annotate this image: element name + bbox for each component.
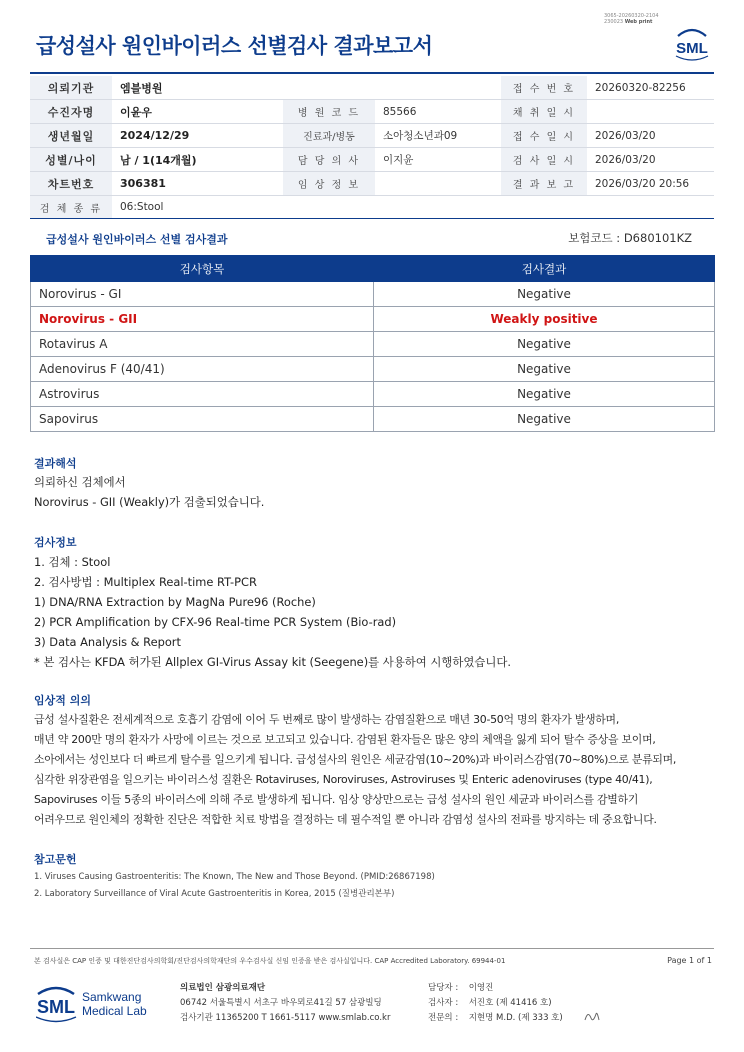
staff-info xyxy=(428,981,563,1026)
info-row xyxy=(30,124,714,148)
test-result: Weakly positive xyxy=(374,307,715,332)
clinical-line: 매년 약 200만 명의 환자가 사망에 이르는 것으로 보고되고 있습니다. 감염된 환자들은 많은 양의 체액을 잃게 되어 탈수 증상을 보이며, xyxy=(34,733,656,746)
table-row xyxy=(31,282,715,307)
info-value: 남 / 1(14개월) xyxy=(112,148,283,172)
info-value: 소아청소년과09 xyxy=(375,124,501,148)
staff-name: 지현명 M.D. (제 333 호) xyxy=(468,1013,563,1023)
info-label: 검 사 일 시 xyxy=(501,148,587,172)
test-result: Negative xyxy=(374,407,715,432)
column-header-result: 검사결과 xyxy=(374,256,715,282)
sml-logo-top xyxy=(672,26,712,62)
staff-name: 이영진 xyxy=(468,983,494,993)
info-row xyxy=(30,148,714,172)
info-value: 이지윤 xyxy=(375,148,501,172)
info-row xyxy=(30,172,714,196)
report-title: 급성설사 원인바이러스 선별검사 결과보고서 xyxy=(36,34,433,58)
info-label: 채 취 일 시 xyxy=(501,100,587,124)
clinical-line: Sapoviruses 이들 5종의 바이러스에 의해 주로 발생하게 됩니다. 임상 양상만으로는 급성 설사의 원인 세균과 바이러스를 감별하기 xyxy=(34,793,639,806)
interpretation-title: 결과해석 xyxy=(34,457,77,470)
staff-row xyxy=(428,981,563,996)
info-value: 이윤우 xyxy=(112,100,283,124)
logo-line1: Samkwang xyxy=(82,990,142,1004)
reference-item: 2. Laboratory Surveillance of Viral Acute Gastroenteritis in Korea, 2015 (질병관리본부) xyxy=(34,889,395,899)
test-info-text xyxy=(34,552,511,672)
foundation-address: 06742 서울특별시 서초구 바우뫼로41길 57 삼광빌딩 xyxy=(180,998,382,1008)
staff-role: 전문의 : xyxy=(428,1013,459,1023)
accreditation-note: 본 검사실은 CAP 인증 및 대한진단검사의학회/진단검사의학재단의 우수검사실 신임 인증을 받은 검사실입니다. CAP Accredited Laboratory. 69944-01 xyxy=(34,957,506,965)
info-label xyxy=(283,76,375,100)
table-row xyxy=(31,357,715,382)
table-row-positive xyxy=(31,307,715,332)
info-value: 2026/03/20 xyxy=(587,148,714,172)
test-result: Negative xyxy=(374,357,715,382)
page-number: Page 1 of 1 xyxy=(667,956,712,965)
references-title: 참고문헌 xyxy=(34,853,77,866)
info-label: 접 수 일 시 xyxy=(501,124,587,148)
clinical-line: 어려우므로 원인체의 정확한 진단은 적합한 치료 방법을 결정하는 데 필수적일 뿐 아니라 감염성 설사의 전파를 방지하는 데 중요합니다. xyxy=(34,813,657,826)
table-row xyxy=(31,407,715,432)
foundation-info xyxy=(180,981,390,1026)
test-item: Adenovirus F (40/41) xyxy=(31,357,374,382)
info-label: 수진자명 xyxy=(30,100,112,124)
table-row xyxy=(31,332,715,357)
info-label: 임 상 정 보 xyxy=(283,172,375,196)
staff-row xyxy=(428,996,563,1011)
interpretation-text xyxy=(34,472,264,512)
test-item: Astrovirus xyxy=(31,382,374,407)
info-value: 엠블병원 xyxy=(112,76,283,100)
document-id-line1: 3065-20260320-2104 xyxy=(604,13,659,19)
insurance-code: 보험코드 : D680101KZ xyxy=(568,231,692,245)
info-value: 2026/03/20 20:56 xyxy=(587,172,714,196)
test-info-line: * 본 검사는 KFDA 허가된 Allplex GI-Virus Assay kit (Seegene)를 사용하여 시행하였습니다. xyxy=(34,655,512,669)
footer-divider xyxy=(30,948,714,949)
staff-row xyxy=(428,1011,563,1026)
info-value: 85566 xyxy=(375,100,501,124)
test-item: Sapovirus xyxy=(31,407,374,432)
test-item: Rotavirus A xyxy=(31,332,374,357)
test-info-line: 2. 검사방법 : Multiplex Real-time RT-PCR xyxy=(34,575,257,589)
test-item: Norovirus - GI xyxy=(31,282,374,307)
clinical-line: 소아에서는 성인보다 더 빠르게 탈수를 일으키게 됩니다. 급성설사의 원인은 세균감염(10~20%)과 바이러스감염(70~80%)으로 분류되며, xyxy=(34,753,677,766)
info-value xyxy=(375,172,501,196)
info-row xyxy=(30,100,714,124)
interpretation-line: Norovirus - GII (Weakly)가 검출되었습니다. xyxy=(34,495,265,509)
test-result: Negative xyxy=(374,332,715,357)
table-row xyxy=(31,382,715,407)
specimen-label: 검 체 종 류 xyxy=(30,196,112,219)
document-id xyxy=(604,13,659,25)
results-section-title: 급성설사 원인바이러스 선별 검사결과 xyxy=(46,233,228,246)
info-value: 20260320-82256 xyxy=(587,76,714,100)
interpretation-line: 의뢰하신 검체에서 xyxy=(34,475,126,489)
test-info-line: 1. 검체 : Stool xyxy=(34,555,111,569)
header-divider xyxy=(30,72,714,74)
test-info-line: 3) Data Analysis & Report xyxy=(34,635,181,649)
info-value: 2026/03/20 xyxy=(587,124,714,148)
test-item: Norovirus - GII xyxy=(31,307,374,332)
sml-logo-bottom xyxy=(36,980,156,1026)
test-info-line: 2) PCR Amplification by CFX-96 Real-time PCR System (Bio-rad) xyxy=(34,615,397,629)
clinical-title: 임상적 의의 xyxy=(34,694,91,707)
info-value xyxy=(587,100,714,124)
info-label: 진료과/병동 xyxy=(283,124,375,148)
info-label: 결 과 보 고 xyxy=(501,172,587,196)
test-info-line: 1) DNA/RNA Extraction by MagNa Pure96 (Roche) xyxy=(34,595,316,609)
test-info-title: 검사정보 xyxy=(34,536,77,549)
info-row-specimen xyxy=(30,196,714,219)
clinical-line: 급성 설사질환은 전세계적으로 호흡기 감염에 이어 두 번째로 많이 발생하는 감염질환으로 매년 30-50억 명의 환자가 발생하며, xyxy=(34,713,620,726)
staff-role: 담당자 : xyxy=(428,983,459,993)
info-label: 생년월일 xyxy=(30,124,112,148)
info-label: 성별/나이 xyxy=(30,148,112,172)
info-row xyxy=(30,76,714,100)
references-list xyxy=(34,869,435,903)
staff-role: 검사자 : xyxy=(428,998,459,1008)
web-print-tag: Web print xyxy=(624,19,653,25)
info-label: 접 수 번 호 xyxy=(501,76,587,100)
specimen-value: 06:Stool xyxy=(112,196,714,219)
info-label: 담 당 의 사 xyxy=(283,148,375,172)
patient-info-table xyxy=(30,76,714,219)
info-value: 2024/12/29 xyxy=(112,124,283,148)
reference-item: 1. Viruses Causing Gastroenteritis: The Known, The New and Those Beyond. (PMID:26867198) xyxy=(34,872,435,882)
staff-name: 서진호 (제 41416 호) xyxy=(468,998,552,1008)
results-table xyxy=(30,255,715,432)
info-value xyxy=(375,76,501,100)
foundation-contact: 검사기관 11365200 T 1661-5117 www.smlab.co.kr xyxy=(180,1013,391,1023)
sml-logo-text: SML xyxy=(676,40,708,57)
info-label: 차트번호 xyxy=(30,172,112,196)
logo-line2: Medical Lab xyxy=(82,1004,147,1018)
test-result: Negative xyxy=(374,282,715,307)
document-id-line2: 230023 xyxy=(604,19,624,25)
info-value: 306381 xyxy=(112,172,283,196)
clinical-line: 심각한 위장관염을 일으키는 바이러스성 질환은 Rotaviruses, Noroviruses, Astroviruses 및 Enteric adenoviruses (type 40/41), xyxy=(34,773,653,786)
clinical-text xyxy=(34,710,718,830)
sml-logo-bottom-text: SML xyxy=(37,997,75,1017)
info-label: 의뢰기관 xyxy=(30,76,112,100)
test-result: Negative xyxy=(374,382,715,407)
info-label: 병 원 코 드 xyxy=(283,100,375,124)
foundation-name: 의료법인 삼광의료재단 xyxy=(180,983,266,993)
signature-mark xyxy=(582,1008,602,1026)
results-header-row xyxy=(31,256,715,282)
column-header-item: 검사항목 xyxy=(31,256,374,282)
